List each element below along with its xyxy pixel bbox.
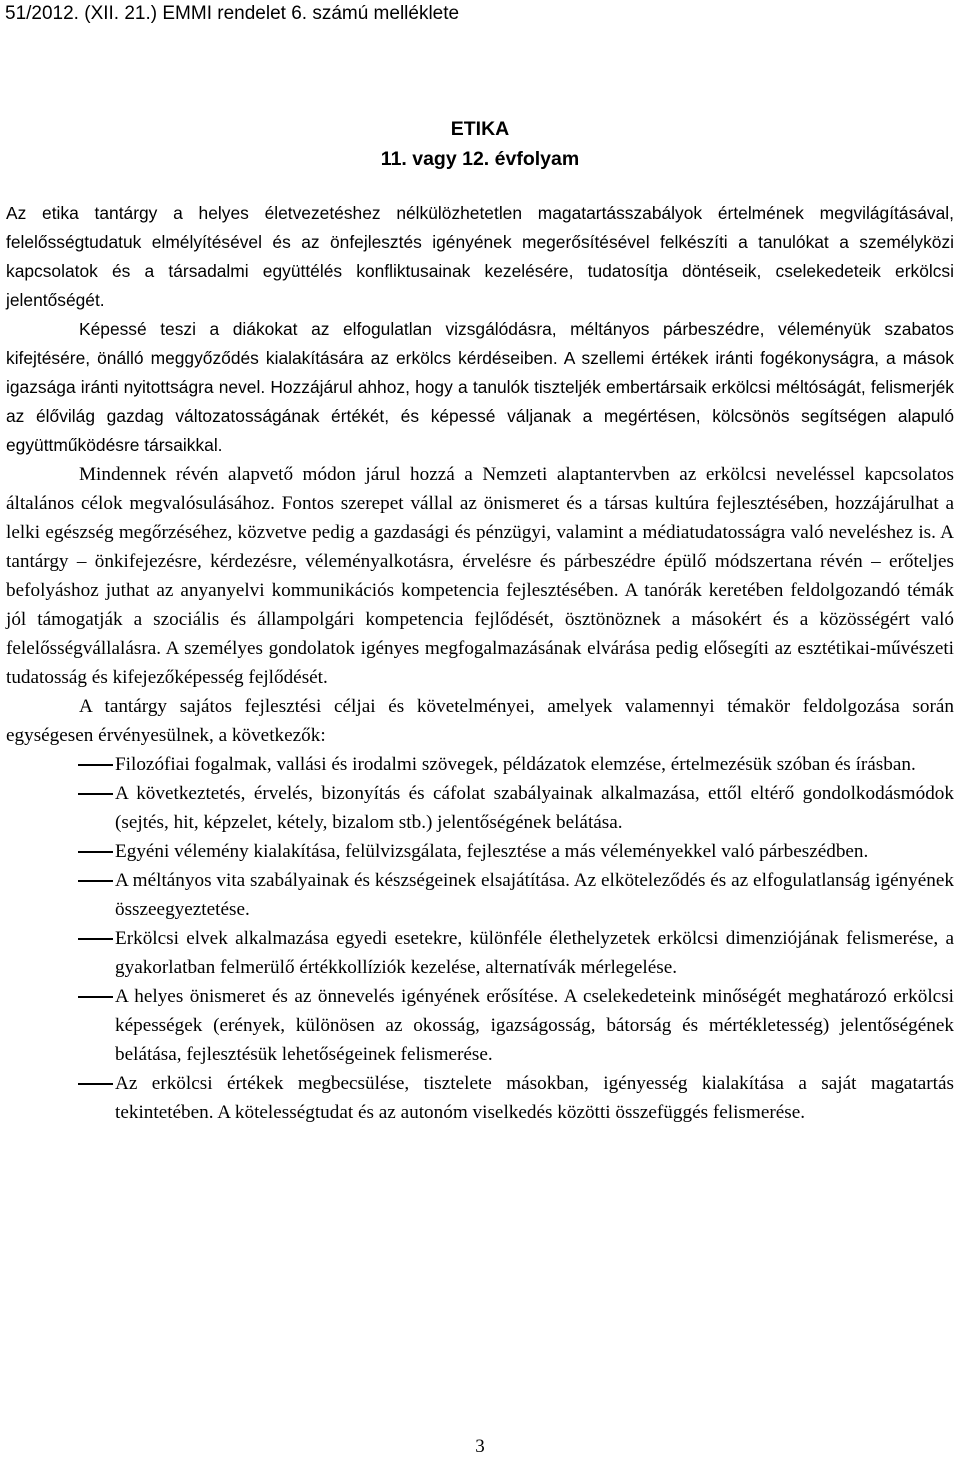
list-item-text: A következtetés, érvelés, bizonyítás és cáfolat szabályainak alkalmazása, ettől eltérő gondolkodásmódok (sejtés, hit, képzelet, kétely, bizalom stb.) jelentőségének belátása. [115, 783, 954, 833]
nat-goals-paragraph: Mindennek révén alapvető módon járul hozzá a Nemzeti alaptantervben az erkölcsi neveléssel kapcsolatos általános célok megvalósulásához. Fontos szerepet vállal az önismeret és a társas kultúra fejlesztésében, hozzájárulhat a lelki egészség megőrzéséhez, közvetve pedig a gazdasági és pénzügyi, valamint a médiatudatosságra való neveléshez is. A tantárgy – önkifejezésre, kérdezésre, véleményalkotásra, érvelésre és párbeszédre épülő módszertana révén – erőteljes befolyáshoz juthat az anyanyelvi kommunikációs kompetencia fejlesztésében. A tanórák keretében feldolgozandó témák jól támogatják a szociális és állampolgári kompetencia fejlődését, ösztönöznek a másokért és a közösségért való felelősségvállalásra. A személyes gondolatok igényes megfogalmazásának elvárása pedig elősegíti az esztétikai-művészeti tudatosság és kifejezőképesség fejlődését. [6, 464, 954, 688]
list-item [6, 779, 954, 837]
abilities-paragraph: Képessé teszi a diákokat az elfogulatlan vizsgálódásra, méltányos párbeszédre, véleményük szabatos kifejtésére, önálló meggyőződés kialakítására az erkölcs kérdéseiben. A szellemi értékek iránti fogékonyságra, a mások igazsága iránti nyitottságra nevel. Hozzájárul ahhoz, hogy a tanulók tiszteljék embertársaik erkölcsi méltóságát, felismerjék az élővilág gazdag változatosságának értékét, és képessé váljanak a megértésen, kölcsönös segítségen alapuló együttműködésre társaikkal. [6, 319, 954, 455]
page-number: 3 [475, 1436, 485, 1457]
grade-title: 11. vagy 12. évfolyam [380, 148, 580, 170]
dash-bullet-icon [78, 880, 113, 882]
dash-bullet-icon [78, 996, 113, 998]
list-item-text: A helyes önismeret és az önnevelés igényének erősítése. A cselekedeteink minőségét meghatározó erkölcsi képességek (erények, különösen az okosság, igazságosság, bátorság és mértékletesség) jelentőségének belátása, fejlesztésük lehetőségeinek felismerése. [115, 986, 954, 1065]
dash-bullet-icon [78, 793, 113, 795]
dash-bullet-icon [78, 1083, 113, 1085]
intro-paragraph: Az etika tantárgy a helyes életvezetéshez nélkülözhetetlen magatartásszabályok értelmének megvilágításával, felelősségtudatuk elmélyítésével és az önfejlesztés igényének megerősítésével felkészíti a tanulókat a személyközi kapcsolatok és a társadalmi együttélés konfliktusainak kezelésére, tudatosítja döntéseik, cselekedeteik erkölcsi jelentőségét. [6, 203, 954, 310]
goals-intro-paragraph: A tantárgy sajátos fejlesztési céljai és követelményei, amelyek valamennyi témakör feldolgozása során egységesen érvényesülnek, a következők: [6, 696, 954, 746]
list-item-text: Filozófiai fogalmak, vallási és irodalmi szövegek, példázatok elemzése, értelmezésük szóban és írásban. [115, 754, 916, 775]
list-item [6, 1069, 954, 1127]
goals-list [6, 750, 954, 1127]
list-item [6, 837, 954, 866]
title-block [0, 114, 960, 174]
document-body [6, 199, 954, 1127]
dash-bullet-icon [78, 851, 113, 853]
list-item-text: Az erkölcsi értékek megbecsülése, tisztelete másokban, igényesség kialakítása a saját magatartás tekintetében. A kötelességtudat és az autonóm viselkedés közötti összefüggés felismerése. [115, 1073, 954, 1123]
list-item [6, 982, 954, 1069]
list-item-text: A méltányos vita szabályainak és készségeinek elsajátítása. Az elköteleződés és az elfogulatlanság igényének összeegyeztetése. [115, 870, 954, 920]
subject-title: ETIKA [450, 118, 510, 140]
dash-bullet-icon [78, 938, 113, 940]
list-item-text: Egyéni vélemény kialakítása, felülvizsgálata, fejlesztése a más véleményekkel való párbeszédben. [115, 841, 869, 862]
list-item [6, 924, 954, 982]
list-item [6, 866, 954, 924]
list-item-text: Erkölcsi elvek alkalmazása egyedi esetekre, különféle élethelyzetek erkölcsi dimenziójának felismerése, a gyakorlatban felmerülő értékkollíziók kezelése, alternatívák mérlegelése. [115, 928, 954, 978]
list-item [6, 750, 954, 779]
document-header: 51/2012. (XII. 21.) EMMI rendelet 6. számú melléklete [5, 3, 460, 24]
dash-bullet-icon [78, 764, 113, 766]
